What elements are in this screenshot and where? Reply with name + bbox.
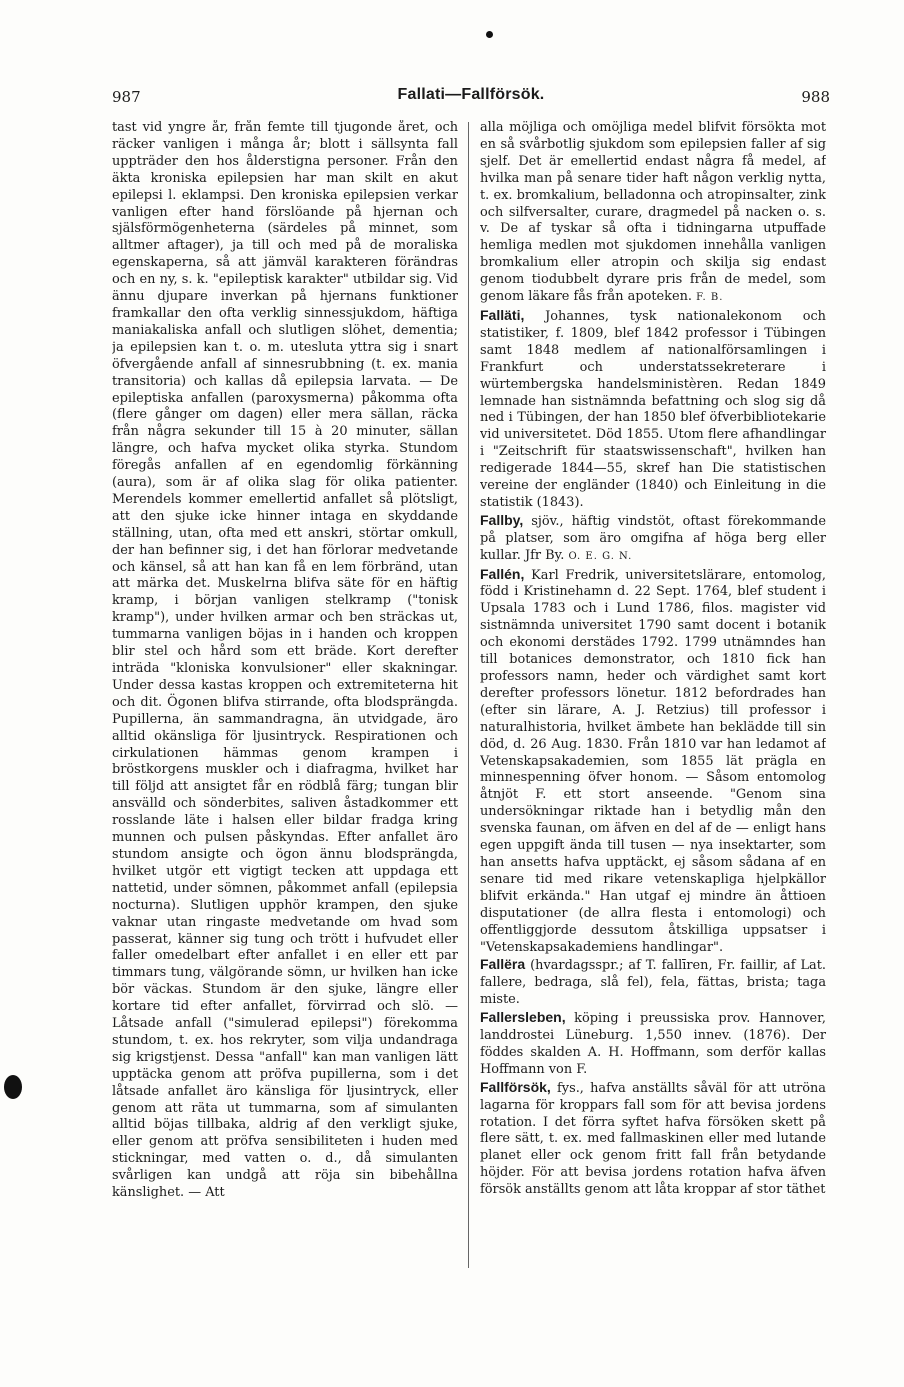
entry-body: (hvardagsspr.; af T. fallīren, Fr. faillir, af Lat. fallere, bedraga, slå fel), fela, fättas, brista; taga miste. (480, 958, 826, 1008)
headword: Fallëra (480, 956, 526, 973)
author-signature: O. E. G. N. (568, 550, 633, 562)
ink-dot-top (486, 31, 493, 38)
headword: Fallby, (480, 511, 524, 528)
running-title: Fallati—Fallförsök. (397, 86, 545, 103)
headword: Fallén, (480, 565, 525, 582)
column-divider (468, 122, 469, 1268)
headword: Fallförsök, (480, 1078, 551, 1095)
entry-fallforsok (480, 1079, 826, 1199)
continuation-body: alla möjliga och omöjliga medel blifvit försökta mot en så svårbotlig sjukdom som epilepsien faller af sig sjelf. Det är emellertid endast några få medel, af hvilka man på senare tider haft någon verklig nytta, t. ex. bromkalium, belladonna och atropinsalter, zink och silfversalter, curare, dragmedel på nacken o. s. v. De af tyskar så ofta i tidningarna utpuffade hemliga medlen mot sjukdomen innehålla vanligen bromkalium eller atropin och skilja sig endast genom tiodubbelt dyrare pris från de medel, som genom läkare fås från apoteken. (480, 120, 826, 305)
entry-fallera (480, 956, 826, 1009)
page-number-left: 987 (112, 88, 141, 106)
page-number-right: 988 (801, 88, 830, 106)
entry-body: sjöv., häftig vindstöt, oftast förekommande på platser, som äro omgifna af höga berg eller kullar. Jfr By. (480, 513, 826, 563)
left-column-text: tast vid yngre år, från femte till tjugonde året, och räcker vanligen i många år; blott i sällsynta fall uppträder den hos ålderstigna personer. Från den äkta kroniska epilepsien har man skilt en akut epilepsi l. eklampsi. Den kroniska epilepsien verkar vanligen efter hand förslöande på hjernan och själsförmögenheterna (särdeles på minnet, som alltmer aftager), ja till och med på de moraliska egenskaperna, så att jämväl karakteren förändras och en ny, s. k. "epileptisk karakter" utbildar sig. Vid ännu djupare inverkan på hjernans funktioner framkallar den ofta verklig sinnessjukdom, häftiga maniakaliska anfall och slutligen slöhet, dementia; ja epilepsien kan t. o. m. utesluta yttra sig i snart öfvergående anfall af sinnesrubbning (t. ex. mania transitoria) och kallas då epilepsia larvata. — De epileptiska anfallen (paroxysmerna) påkomma ofta (flere gånger om dagen) eller mera sällan, räcka från några sekunder till 15 à 20 minuter, sällan längre, och hafva mycket olika styrka. Stundom föregås anfallen af en egendomlig förkänning (aura), som är af olika slag för olika patienter. Merendels kommer emellertid anfallet så plötsligt, att den sjuke icke hinner intaga en skyddande ställning, utan, ofta med ett anskri, störtar omkull, der han befinner sig, i det han förlorar medvetande och känsel, så att han kan få en lem förbränd, utan att märka det. Muskelrna blifva säte för en häftig kramp, i början vanligen stelkramp ("tonisk kramp"), under hvilken armar och ben sträckas ut, tummarna vanligen böjas in i handen och kroppen blir stel och hård som ett bräde. Kort derefter inträda "kloniska konvulsioner" eller skakningar. Under dessa kastas kroppen och extremiteterna hit och dit. Ögonen blifva stirrande, ofta blodsprängda. Pupillerna, än sammandragna, än utvidgade, äro alltid okänsliga för ljusintryck. Respirationen och cirkulationen hämmas genom krampen i bröstkorgens muskler och i diafragma, hvilket har till följd att ansigtet får en rödblå färg; tungan blir ansvälld och sönderbites, saliven åstadkommer ett rosslande läte i halsen eller bildar fradga kring munnen och pulsen påskyndas. Efter anfallet äro stundom ansigte och ögon ännu blodsprängda, hvilket utgör ett vigtigt tecken att uppdaga ett nattetid, under sömnen, påkommet anfall (epilepsia nocturna). Slutligen upphör krampen, den sjuke vaknar utan ringaste medvetande om hvad som passerat, känner sig tung och trött i hufvudet eller faller omedelbart efter anfallet i en eller ett par timmars tung, välgörande sömn, ur hvilken han icke bör väckas. Stundom är den sjuke, längre eller kortare tid efter anfallet, förvirrad och slö. — Låtsade anfall ("simulerad epilepsi") förekomma stundom, t. ex. hos rekryter, som vilja undandraga sig krigstjenst. Dessa "anfall" kan man vanligen lätt upptäcka genom att pröfva pupillerna, som i det låtsade anfallet äro känsliga för ljusintryck, eller genom att räta ut tummarna, som af simulanten alltid böjas tillbaka, aldrig af den verkligt sjuke, eller genom att pröfva sensibiliteten i huden med stickningar, med vatten o. d., då simulanten svårligen kan undgå att röja sin bibehållna känslighet. — Att (112, 120, 458, 1201)
entry-body: Karl Fredrik, universitetslärare, entomolog, född i Kristinehamn d. 22 Sept. 1764, blef student i Upsala 1783 och i Lund 1786, filos. magister vid sistnämnda universitet 1790 samt docent i botanik och ekonomi derstädes 1792. 1799 utnämndes han till botanices demonstrator, och 1810 fick han professors namn, heder och värdighet samt kort derefter professors lönetur. 1812 befordrades han (efter sin lärare, A. J. Retzius) till professor i naturalhistoria, hvilket ämbete han beklädde till sin död, d. 26 Aug. 1830. Från 1810 var han ledamot af Vetenskapsakademien, som 1855 lät prägla en minnespenning öfver honom. — Såsom entomolog åtnjöt F. ett stort anseende. "Genom sina undersökningar riktade han i betydlig mån den svenska faunan, om äfven en del af de — enligt hans egen uppgift ända till tusen — nya insektarter, som han ansetts hafva upptäckt, ej såsom sådana af en senare tid med rikare vetenskapliga hjelpkällor blifvit erkända." Han utgaf ej mindre än åttioen disputationer (de allra flesta i entomologi) och offentliggjorde dessutom åtskilliga uppsatser i "Vetenskapsakademiens handlingar". (480, 567, 826, 955)
headword: Falläti, (480, 306, 525, 323)
left-column (112, 120, 458, 1270)
right-column (480, 120, 826, 1270)
page-header (112, 86, 830, 110)
author-signature: F. B. (696, 292, 724, 304)
entry-body: Johannes, tysk nationalekonom och statistiker, f. 1809, blef 1842 professor i Tübingen samt 1848 medlem af nationalförsamlingen i Frankfurt och understatssekreterare i würtembergska handelsministèren. Redan 1849 lemnade han sistnämnda befattning och slog sig då ned i Tübingen, der han 1850 blef öfverbibliotekarie vid universitetet. Död 1855. Utom flere afhandlingar i "Zeitschrift für staatswissenschaft", hvilken han redigerade 1844—55, skref han Die statistischen vereine der engländer (1840) och Einleitung in die statistik (1843). (480, 308, 826, 510)
entry-fallati (480, 307, 826, 512)
entry-fallby (480, 512, 826, 566)
entry-body: fys., hafva anställts såväl för att utröna lagarna för kroppars fall som för att bevisa jordens rotation. I det förra syftet hafva försöken skett på flere sätt, t. ex. med fallmaskinen eller med lutande planet eller ock genom fritt fall från betydande höjder. För att bevisa jordens rotation hafva äfven försök anställts genom att låta kroppar af stor täthet (480, 1080, 826, 1198)
ink-blot-margin (4, 1075, 22, 1099)
entry-fallen (480, 566, 826, 957)
continuation-text (480, 120, 826, 307)
headword: Fallersleben, (480, 1009, 566, 1026)
entry-fallersleben (480, 1009, 826, 1079)
entry-body: köping i preussiska prov. Hannover, landdrostei Lüneburg. 1,550 innev. (1876). Der föddes skalden A. H. Hoffmann, som derför kallas Hoffmann von F. (480, 1011, 826, 1077)
